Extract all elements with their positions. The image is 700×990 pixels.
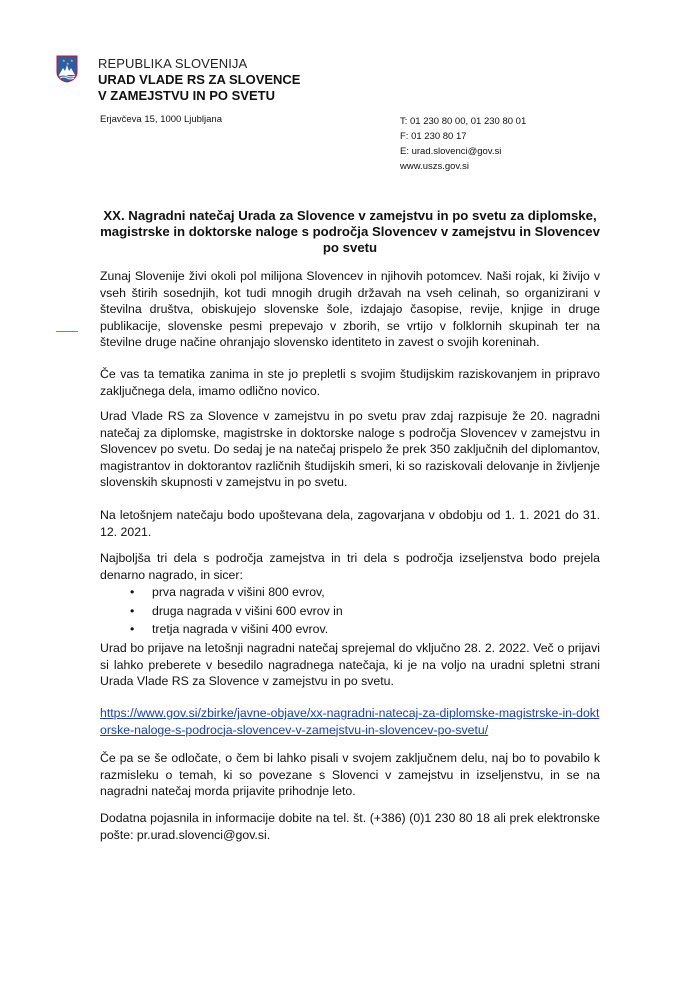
list-item: • druga nagrada v višini 600 evrov in [130,602,343,621]
paragraph-contact: Dodatna pojasnila in informacije dobite na tel. št. (+386) (0)1 230 80 18 ali prek elektronske pošte: pr.urad.slovenci@gov.si. [100,811,600,842]
paragraph-deadline: Urad bo prijave na letošnji nagradni natečaj sprejemal do vključno 28. 2. 2022. Več o prijavi si lahko preberete v besedilo nagradnega natečaja, ki je na voljo na uradni spletni strani Urada Vlade RS za Slovence v zamejstvu in po svetu. [100,641,600,688]
paragraph-prizes-intro: Najboljša tri dela s področja zamejstva in tri dela s področja izseljenstva bodo prejela denarno nagrado, in sicer: [100,551,600,582]
phone: T: 01 230 80 00, 01 230 80 01 [400,116,527,127]
fax: F: 01 230 80 17 [400,131,467,142]
bullet-icon: • [130,585,135,599]
org-line-1: REPUBLIKA SLOVENIJA [98,56,248,71]
prize-list [130,583,343,639]
bullet-icon: • [130,603,135,618]
paragraph-intro: Zunaj Slovenije živi okoli pol milijona Slovencev in njihovih potomcev. Naši rojak, ki živijo v vseh štirih sosednjih, kot tudi mnogih drugih državah na vseh celinah, so organizirani v številna društva, obiskujejo slovenske šole, izdajajo časopise, revije, knjige in druge publikacije, slovenske pesmi prepevajo v zborih, se vrtijo v folklornih skupinah ter na številne druge načine ohranjajo slovensko identiteto in zavest o svojih koreninah. [100,269,600,349]
bullet-icon: • [130,622,135,636]
email: E: urad.slovenci@gov.si [400,146,502,157]
svg-text:★: ★ [66,61,70,66]
paragraph-interest: Če vas ta tematika zanima in ste jo prepletli s svojim študijskim raziskovanjem in pripravo zaključnega dela, imamo odlično novico. [100,367,600,398]
margin-mark [56,331,78,332]
svg-text:★: ★ [62,58,66,63]
website: www.uszs.gov.si [400,161,469,172]
paragraph-announcement: Urad Vlade RS za Slovence v zamejstvu in po svetu prav zdaj razpisuje že 20. nagradni natečaj za diplomske, magistrske in doktorske naloge s področja Slovencev v zamejstvu in Slovencev po svetu. Do sedaj je na natečaj prispelo že prek 350 zaključnih del diplomantov, magistrantov in doktorantov različnih študijskih smeri, ki so raziskovali delovanje in življenje slovenskih skupnosti v zamejstvu in po svetu. [100,409,600,489]
document-title: XX. Nagradni natečaj Urada za Slovence v zamejstvu in po svetu za diplomske, magistrske in doktorske naloge s področja Slovencev v zamejstvu in Slovencev po svetu [100,208,600,255]
paragraph-invitation: Če pa se še odločate, o čem bi lahko pisali v svojem zaključnem delu, naj bo to povabilo k razmisleku o temah, ki so povezane s Slovenci v zamejstvu in izseljenstvu, in se na nagradni natečaj morda prijavite prihodnje leto. [100,751,600,798]
paragraph-eligibility: Na letošnjem natečaju bodo upoštevana dela, zagovarjana v obdobju od 1. 1. 2021 do 31. 12. 2021. [100,508,600,539]
org-line-2: URAD VLADE RS ZA SLOVENCE [98,72,301,87]
org-line-3: V ZAMEJSTVU IN PO SVETU [98,88,275,103]
address: Erjavčeva 15, 1000 Ljubljana [100,114,223,125]
slovenia-coat-of-arms-icon [56,55,78,83]
list-item: • tretja nagrada v višini 400 evrov. [130,620,343,639]
contest-link[interactable]: https://www.gov.si/zbirke/javne-objave/xx-nagradni-natecaj-za-diplomske-magistrske-in-doktorske-naloge-s-podrocja-slovencev-v-zamejstvu-in-slovencev-po-svetu/ [100,706,600,737]
contact-info [400,114,526,174]
svg-text:★: ★ [70,58,74,63]
organization-name [98,56,300,104]
list-item: • prva nagrada v višini 800 evrov, [130,583,343,602]
